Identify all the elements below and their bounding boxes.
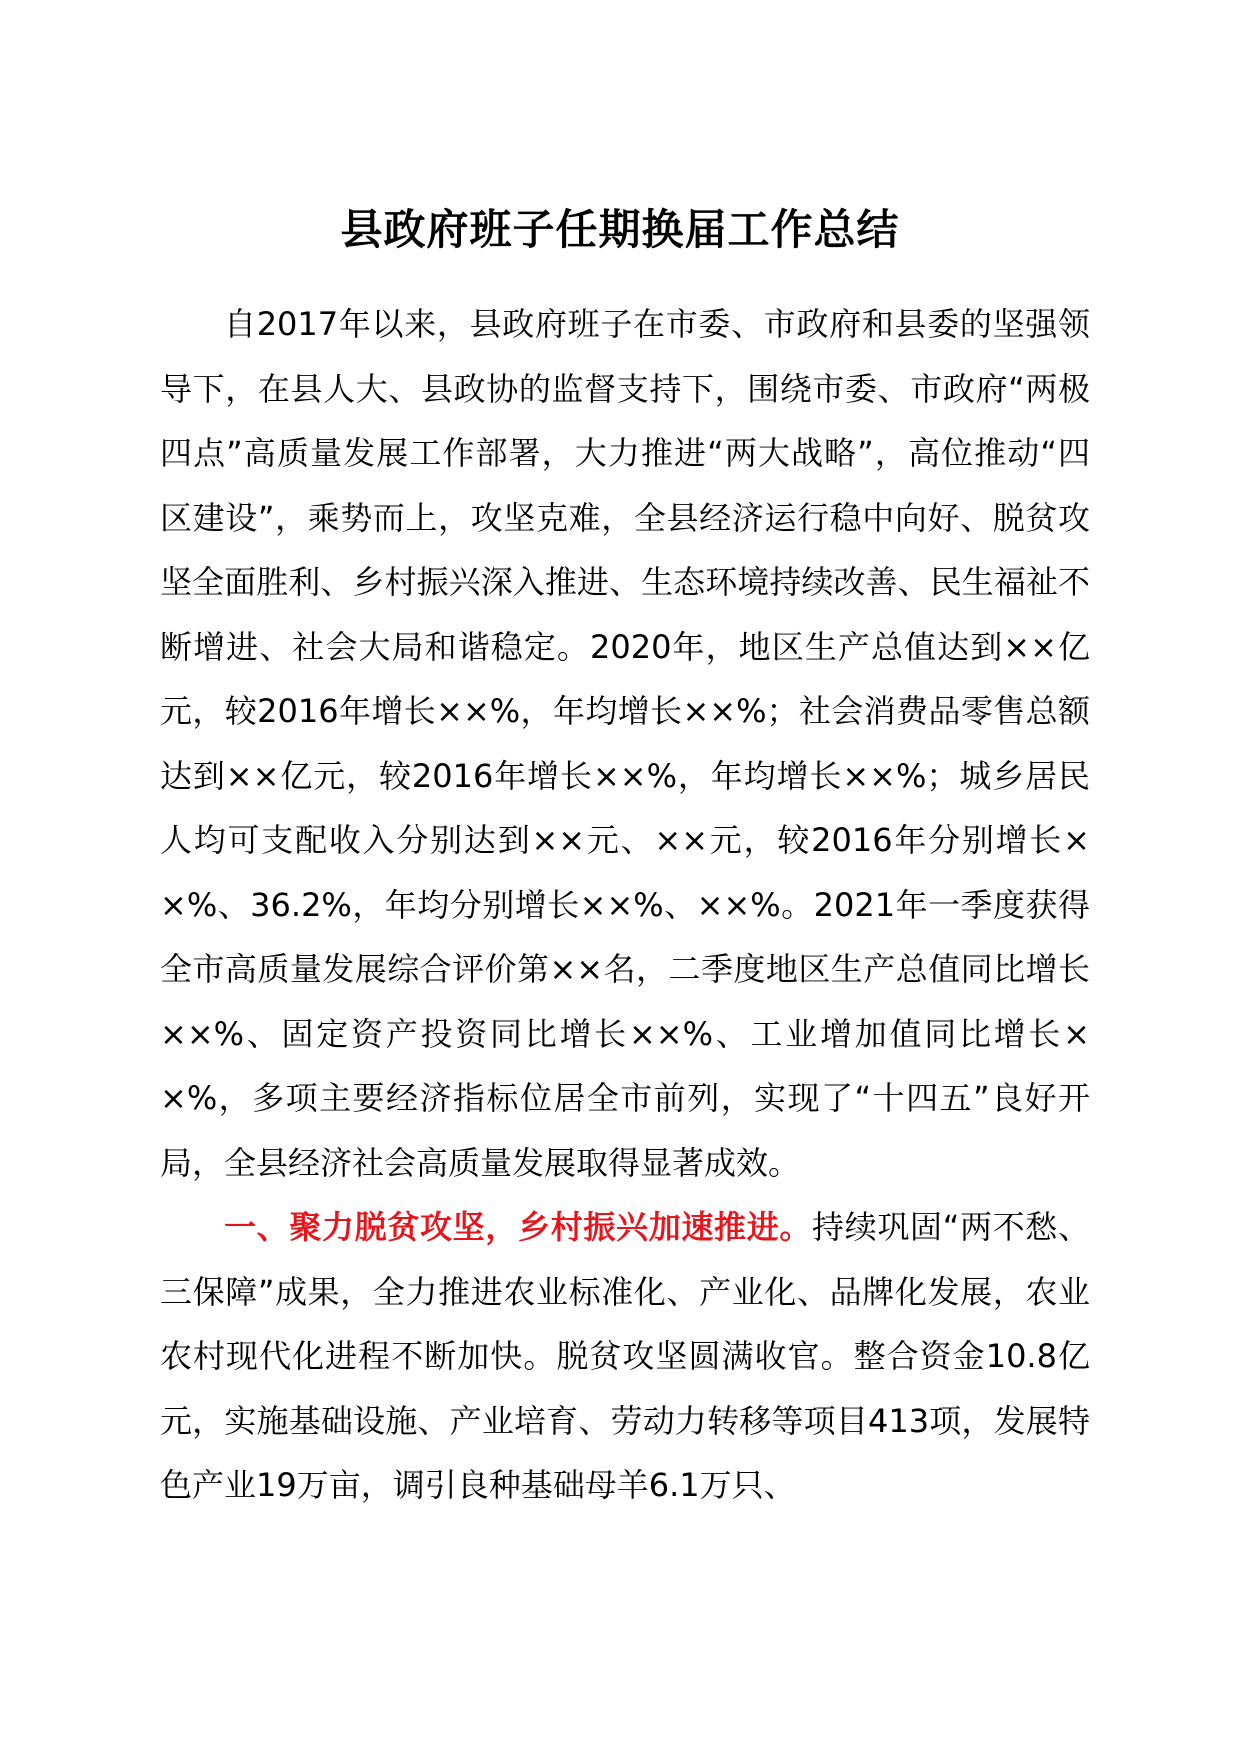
section-one-text: 持续巩固“两不愁、三保障”成果，全力推进农业标准化、产业化、品牌化发展，农业农村现代化进程不断加快。脱贫攻坚圆满收官。整合资金10.8亿元，实施基础设施、产业培育、劳动力转移等项目413项，发展特色产业19万亩，调引良种基础母羊6.1万只、 [160,1208,1090,1504]
document-body [160,292,1090,1518]
section-one-paragraph [160,1195,1090,1518]
intro-paragraph [160,292,1090,1195]
intro-paragraph-text: 自2017年以来，县政府班子在市委、市政府和县委的坚强领导下，在县人大、县政协的监督支持下，围绕市委、市政府“两极四点”高质量发展工作部署，大力推进“两大战略”，高位推动“四区建设”，乘势而上，攻坚克难，全县经济运行稳中向好、脱贫攻坚全面胜利、乡村振兴深入推进、生态环境持续改善、民生福祉不断增进、社会大局和谐稳定。2020年，地区生产总值达到××亿元，较2016年增长××%，年均增长××%；社会消费品零售总额达到××亿元，较2016年增长××%，年均增长××%；城乡居民人均可支配收入分别达到××元、××元，较2016年分别增长××%、36.2%，年均分别增长××%、××%。2021年一季度获得全市高质量发展综合评价第××名，二季度地区生产总值同比增长××%、固定资产投资同比增长××%、工业增加值同比增长××%，多项主要经济指标位居全市前列，实现了“十四五”良好开局，全县经济社会高质量发展取得显著成效。 [160,305,1090,1182]
document-title: 县政府班子任期换届工作总结 [340,205,900,254]
section-one-heading: 一、聚力脱贫攻坚，乡村振兴加速推进。 [224,1208,813,1246]
